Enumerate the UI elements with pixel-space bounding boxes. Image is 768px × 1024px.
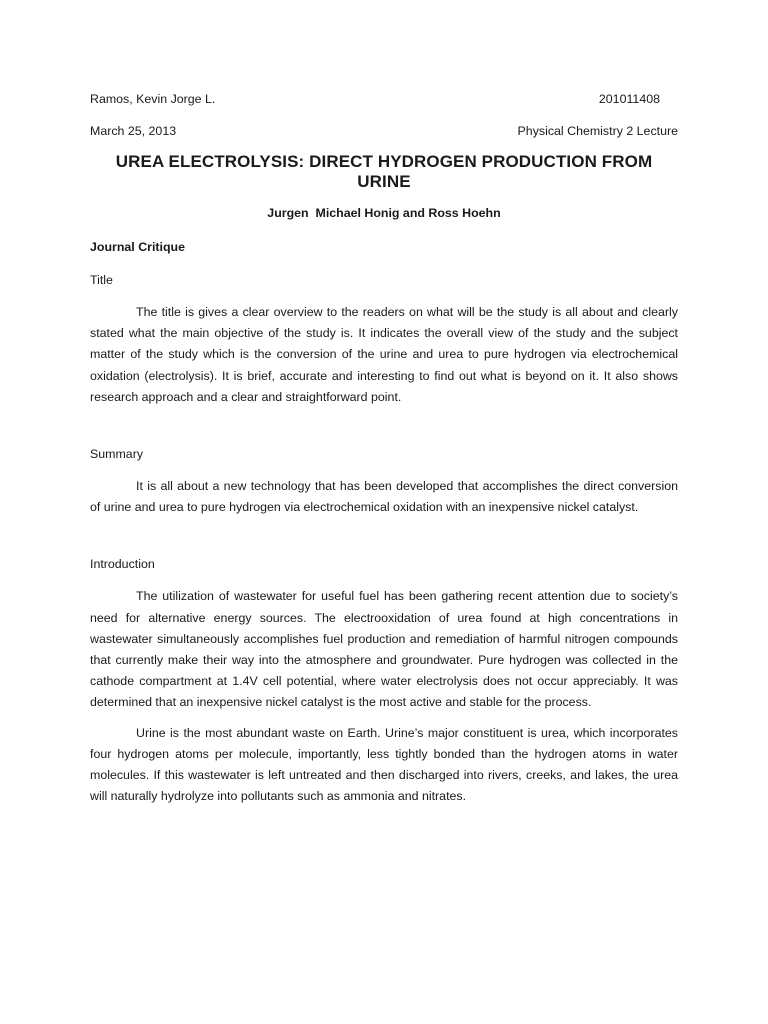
section-heading-summary: Summary [90, 447, 144, 462]
summary-paragraph: It is all about a new technology that has been developed that accomplishes the direct conversion of urine and urea to pure hydrogen via electrochemical oxidation with an inexpensive nickel catalyst. [90, 479, 678, 515]
author-name: Ramos, Kevin Jorge L. [90, 92, 216, 106]
document-content [90, 92, 678, 807]
date: March 25, 2013 [90, 124, 177, 138]
article-authors: Jurgen Michael Honig and Ross Hoehn [267, 206, 501, 220]
title-paragraph: The title is gives a clear overview to the readers on what will be the study is all about and clearly stated what the main objective of the study is. It indicates the overall view of the study and the subject matter of the study which is the conversion of the urine and urea to pure hydrogen via electrochemical oxidation (electrolysis). It is brief, accurate and interesting to find out what is beyond on it. It also shows research approach and a clear and straightforward point. [90, 305, 678, 404]
introduction-paragraph-2: Urine is the most abundant waste on Earth. Urine’s major constituent is urea, which incorporates four hydrogen atoms per molecule, importantly, less tightly bonded than the hydrogen atoms in water molecules. If this wastewater is left untreated and then discharged into rivers, creeks, and lakes, the urea will naturally hydrolyze into pollutants such as ammonia and nitrates. [90, 725, 678, 804]
course-name: Physical Chemistry 2 Lecture [517, 124, 678, 138]
header-row-2 [90, 124, 678, 139]
introduction-paragraph-1: The utilization of wastewater for useful fuel has been gathering recent attention due to society’s need for alternative energy sources. The electrooxidation of urea found at high concentrations in wastewater simultaneously accomplishes fuel production and remediation of harmful nitrogen compounds that currently make their way into the atmosphere and groundwater. Pure hydrogen was collected in the cathode compartment at 1.4V cell potential, where water electrolysis does not occur appreciably. It was determined that an inexpensive nickel catalyst is the most active and stable for the process. [90, 589, 678, 710]
section-heading-title: Title [90, 273, 113, 287]
student-id: 201011408 [598, 92, 660, 106]
critique-label: Journal Critique [90, 240, 186, 254]
section-heading-introduction: Introduction [90, 557, 155, 572]
header-row-1 [90, 92, 678, 107]
document-title: UREA ELECTROLYSIS: DIRECT HYDROGEN PRODUCTION FROM URINE [115, 152, 653, 191]
